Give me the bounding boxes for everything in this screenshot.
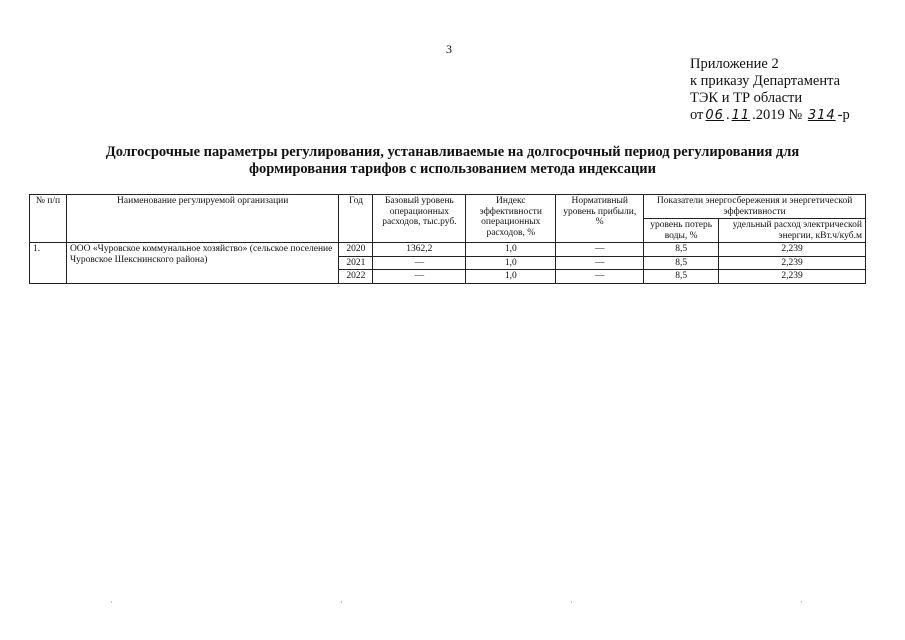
cell-base: 1362,2 (373, 243, 466, 257)
cell-consumption: 2,239 (719, 270, 866, 284)
document-title (40, 144, 865, 178)
cell-profit: — (556, 243, 644, 257)
appendix-line-1: Приложение 2 (690, 56, 779, 72)
page-number: 3 (446, 42, 452, 56)
org-number: 1. (30, 243, 67, 284)
parameters-table (29, 194, 866, 284)
date-prefix: от (690, 107, 704, 123)
date-year: .2019 № (752, 107, 803, 123)
scan-mark: · (340, 598, 343, 607)
cell-index: 1,0 (466, 256, 556, 270)
scan-mark: · (110, 598, 113, 607)
cell-loss: 8,5 (644, 270, 719, 284)
scan-mark: · (570, 598, 573, 607)
cell-year: 2021 (339, 256, 373, 270)
cell-loss: 8,5 (644, 243, 719, 257)
header-energy: Показатели энергосбережения и энергетической эффективности (644, 195, 866, 219)
cell-consumption: 2,239 (719, 256, 866, 270)
title-line-2: формирования тарифов с использованием метода индексации (248, 161, 657, 177)
table-header-row (30, 195, 866, 219)
cell-index: 1,0 (466, 270, 556, 284)
cell-consumption: 2,239 (719, 243, 866, 257)
handwritten-order-number: 314 (807, 108, 836, 123)
appendix-line-2: к приказу Департамента (690, 73, 841, 89)
cell-base: — (373, 270, 466, 284)
handwritten-month: 11 (731, 108, 751, 123)
header-year: Год (339, 195, 373, 243)
cell-index: 1,0 (466, 243, 556, 257)
title-line-1: Долгосрочные параметры регулирования, устанавливаемые на долгосрочный период регулирования для (105, 144, 800, 160)
header-profit: Нормативный уровень прибыли, % (556, 195, 644, 243)
header-num: № п/п (30, 195, 67, 243)
header-water-loss: уровень потерь воды, % (644, 219, 719, 243)
header-efficiency-index: Индекс эффективности операционных расходов, % (466, 195, 556, 243)
table-row (30, 243, 866, 257)
cell-loss: 8,5 (644, 256, 719, 270)
scan-mark: · (800, 598, 803, 607)
header-org: Наименование регулируемой организации (66, 195, 339, 243)
org-name: ООО «Чуровское коммунальное хозяйство» (сельское поселение Чуровское Шекснинского района) (66, 243, 339, 284)
cell-base: — (373, 256, 466, 270)
header-electricity-consumption: удельный расход электрической энергии, кВт.ч/куб.м (719, 219, 866, 243)
cell-year: 2022 (339, 270, 373, 284)
cell-profit: — (556, 256, 644, 270)
order-suffix: -р (837, 107, 850, 123)
header-base-level: Базовый уровень операционных расходов, тыс.руб. (373, 195, 466, 243)
cell-year: 2020 (339, 243, 373, 257)
date-dot: . (725, 107, 730, 123)
appendix-date-line (690, 107, 850, 124)
cell-profit: — (556, 270, 644, 284)
appendix-line-3: ТЭК и ТР области (690, 90, 803, 106)
appendix-block (690, 56, 850, 124)
handwritten-day: 06 (705, 108, 724, 123)
